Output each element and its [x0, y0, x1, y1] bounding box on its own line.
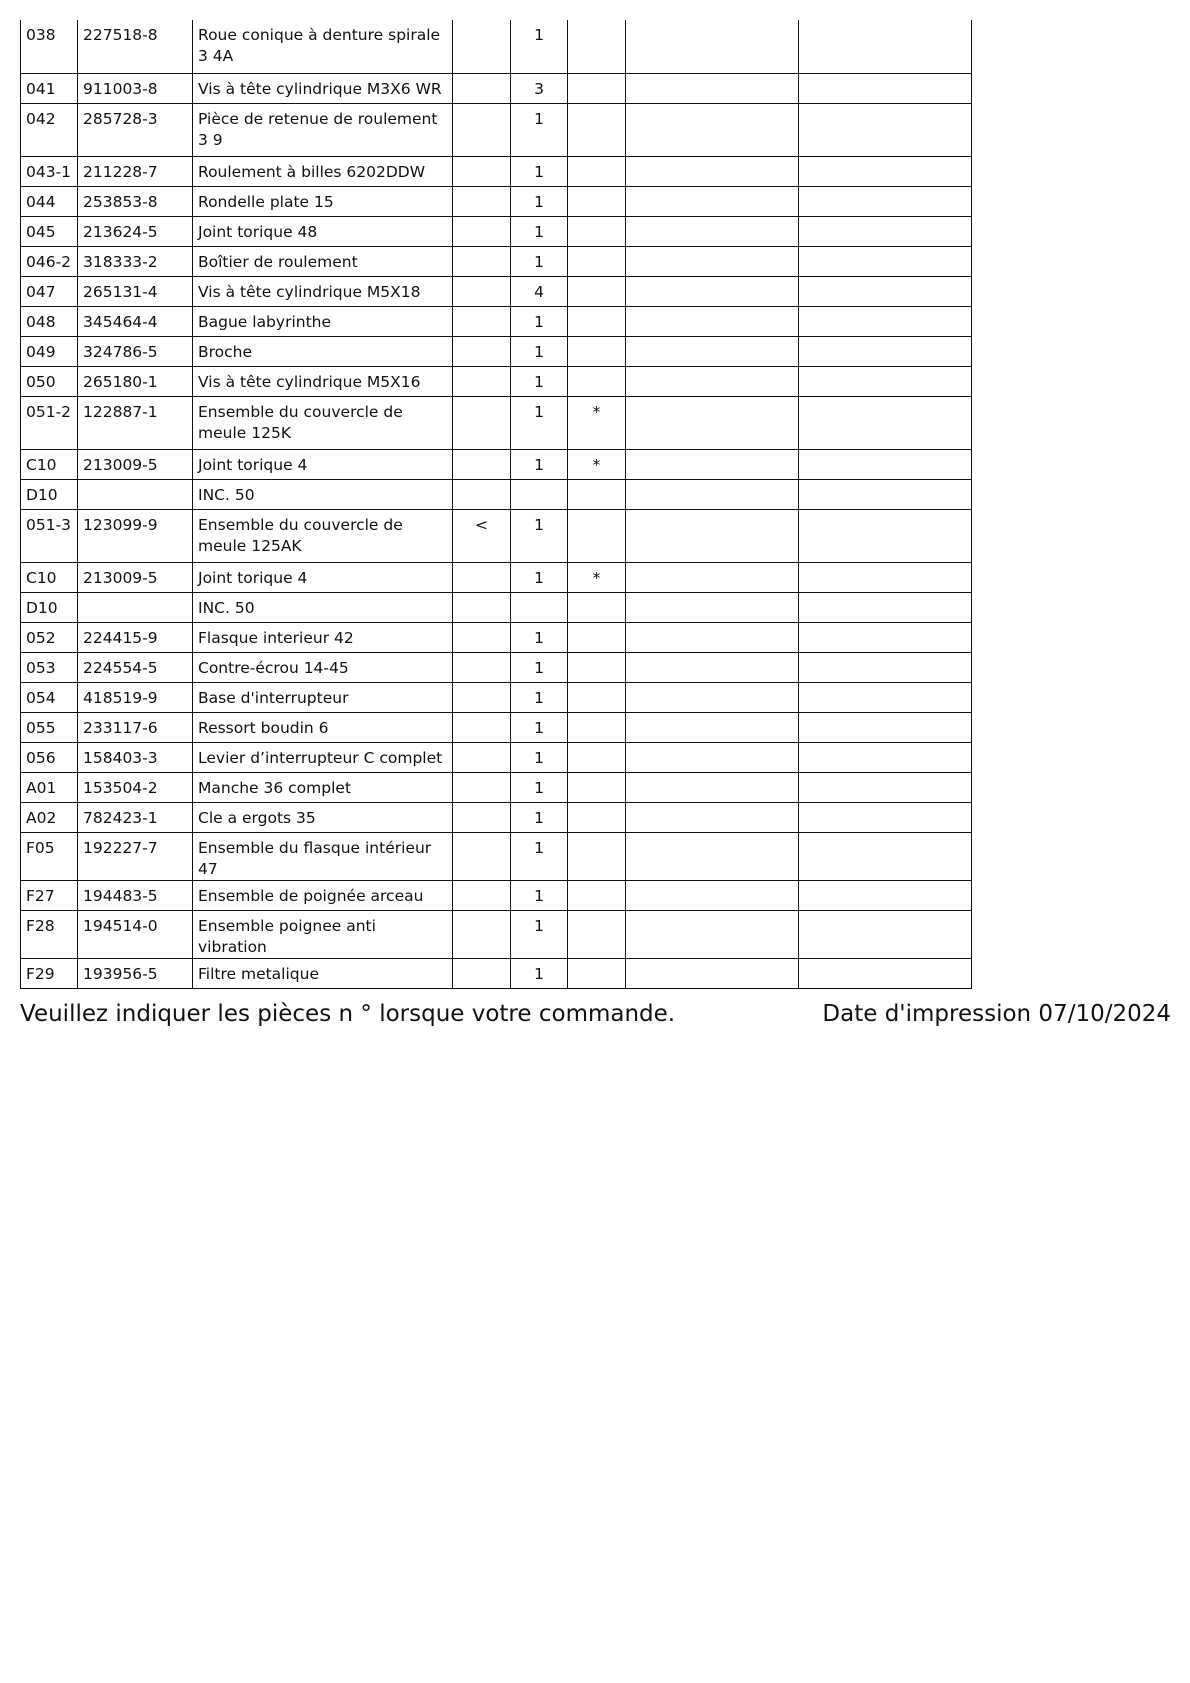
blank-cell-1 [626, 449, 799, 479]
table-row [21, 366, 972, 396]
part-ref-cell: D10 [21, 479, 78, 509]
part-ref-cell: C10 [21, 562, 78, 592]
part-mark-cell [568, 479, 626, 509]
part-name-cell: Roue conique à denture spirale 3 4A [193, 20, 453, 73]
blank-cell-2 [799, 910, 972, 958]
part-name-cell: INC. 50 [193, 479, 453, 509]
table-row [21, 336, 972, 366]
parts-table [20, 20, 972, 989]
part-number-cell: 213624-5 [78, 216, 193, 246]
blank-cell-2 [799, 712, 972, 742]
part-mark-cell: * [568, 449, 626, 479]
blank-cell-1 [626, 802, 799, 832]
part-name-cell: Broche [193, 336, 453, 366]
blank-cell-1 [626, 832, 799, 880]
part-ref-cell: 046-2 [21, 246, 78, 276]
blank-cell-1 [626, 562, 799, 592]
part-mark-cell [568, 802, 626, 832]
part-ref-cell: 054 [21, 682, 78, 712]
part-ref-cell: 052 [21, 622, 78, 652]
part-name-cell: Pièce de retenue de roulement 3 9 [193, 103, 453, 156]
part-name-cell: Ensemble du couvercle de meule 125AK [193, 509, 453, 562]
table-row [21, 652, 972, 682]
blank-cell-1 [626, 73, 799, 103]
part-number-cell: 265180-1 [78, 366, 193, 396]
blank-cell-1 [626, 682, 799, 712]
part-number-cell: 324786-5 [78, 336, 193, 366]
part-mark-cell [568, 682, 626, 712]
part-flag-cell [453, 306, 511, 336]
table-row [21, 246, 972, 276]
table-row [21, 880, 972, 910]
blank-cell-1 [626, 336, 799, 366]
blank-cell-1 [626, 880, 799, 910]
blank-cell-2 [799, 366, 972, 396]
part-qty-cell: 4 [511, 276, 568, 306]
part-number-cell: 224415-9 [78, 622, 193, 652]
part-mark-cell [568, 509, 626, 562]
part-qty-cell: 1 [511, 958, 568, 988]
part-mark-cell [568, 910, 626, 958]
table-row [21, 562, 972, 592]
table-row [21, 216, 972, 246]
part-flag-cell [453, 246, 511, 276]
part-number-cell: 418519-9 [78, 682, 193, 712]
table-row [21, 802, 972, 832]
part-number-cell [78, 479, 193, 509]
part-name-cell: Ressort boudin 6 [193, 712, 453, 742]
blank-cell-1 [626, 479, 799, 509]
blank-cell-1 [626, 509, 799, 562]
blank-cell-2 [799, 306, 972, 336]
part-mark-cell [568, 366, 626, 396]
part-qty-cell: 1 [511, 772, 568, 802]
blank-cell-2 [799, 336, 972, 366]
part-name-cell: Vis à tête cylindrique M3X6 WR [193, 73, 453, 103]
part-qty-cell: 1 [511, 156, 568, 186]
part-mark-cell [568, 880, 626, 910]
part-ref-cell: F29 [21, 958, 78, 988]
parts-table-body [21, 20, 972, 988]
part-qty-cell: 1 [511, 246, 568, 276]
blank-cell-2 [799, 509, 972, 562]
part-ref-cell: A01 [21, 772, 78, 802]
part-ref-cell: 056 [21, 742, 78, 772]
table-row [21, 592, 972, 622]
part-number-cell: 192227-7 [78, 832, 193, 880]
part-flag-cell [453, 73, 511, 103]
part-number-cell: 345464-4 [78, 306, 193, 336]
part-flag-cell [453, 186, 511, 216]
blank-cell-1 [626, 652, 799, 682]
part-number-cell: 227518-8 [78, 20, 193, 73]
table-row [21, 742, 972, 772]
table-row [21, 73, 972, 103]
part-mark-cell: * [568, 562, 626, 592]
part-qty-cell: 1 [511, 20, 568, 73]
part-ref-cell: 049 [21, 336, 78, 366]
part-qty-cell: 1 [511, 103, 568, 156]
blank-cell-2 [799, 103, 972, 156]
part-flag-cell [453, 396, 511, 449]
blank-cell-1 [626, 20, 799, 73]
blank-cell-2 [799, 652, 972, 682]
part-ref-cell: 043-1 [21, 156, 78, 186]
part-number-cell: 213009-5 [78, 449, 193, 479]
part-name-cell: Manche 36 complet [193, 772, 453, 802]
part-qty-cell: 1 [511, 742, 568, 772]
part-ref-cell: A02 [21, 802, 78, 832]
part-qty-cell: 1 [511, 396, 568, 449]
part-flag-cell [453, 712, 511, 742]
table-row [21, 20, 972, 73]
part-flag-cell [453, 910, 511, 958]
part-qty-cell: 1 [511, 562, 568, 592]
part-name-cell: Ensemble du couvercle de meule 125K [193, 396, 453, 449]
part-number-cell: 123099-9 [78, 509, 193, 562]
part-name-cell: Levier d’interrupteur C complet [193, 742, 453, 772]
part-name-cell: Flasque interieur 42 [193, 622, 453, 652]
part-mark-cell [568, 832, 626, 880]
part-qty-cell: 1 [511, 366, 568, 396]
blank-cell-1 [626, 958, 799, 988]
part-flag-cell [453, 216, 511, 246]
part-name-cell: Joint torique 48 [193, 216, 453, 246]
blank-cell-2 [799, 562, 972, 592]
part-flag-cell [453, 622, 511, 652]
part-number-cell: 193956-5 [78, 958, 193, 988]
blank-cell-2 [799, 20, 972, 73]
blank-cell-2 [799, 772, 972, 802]
table-row [21, 772, 972, 802]
part-flag-cell [453, 20, 511, 73]
part-mark-cell [568, 186, 626, 216]
blank-cell-2 [799, 958, 972, 988]
blank-cell-2 [799, 186, 972, 216]
table-row [21, 103, 972, 156]
blank-cell-2 [799, 216, 972, 246]
part-number-cell: 285728-3 [78, 103, 193, 156]
blank-cell-2 [799, 622, 972, 652]
part-flag-cell [453, 276, 511, 306]
blank-cell-2 [799, 276, 972, 306]
table-row [21, 479, 972, 509]
part-flag-cell [453, 103, 511, 156]
part-qty-cell: 3 [511, 73, 568, 103]
part-name-cell: Vis à tête cylindrique M5X16 [193, 366, 453, 396]
part-mark-cell [568, 712, 626, 742]
part-name-cell: Ensemble du flasque intérieur 47 [193, 832, 453, 880]
table-row [21, 306, 972, 336]
table-row [21, 712, 972, 742]
part-number-cell: 911003-8 [78, 73, 193, 103]
part-ref-cell: 051-2 [21, 396, 78, 449]
part-name-cell: Bague labyrinthe [193, 306, 453, 336]
part-number-cell [78, 592, 193, 622]
part-number-cell: 253853-8 [78, 186, 193, 216]
part-name-cell: Filtre metalique [193, 958, 453, 988]
part-mark-cell [568, 772, 626, 802]
part-name-cell: Cle a ergots 35 [193, 802, 453, 832]
part-number-cell: 224554-5 [78, 652, 193, 682]
part-flag-cell [453, 479, 511, 509]
order-instruction-note: Veuillez indiquer les pièces n ° lorsque votre commande. [20, 1001, 676, 1027]
part-flag-cell [453, 742, 511, 772]
part-number-cell: 158403-3 [78, 742, 193, 772]
part-flag-cell [453, 366, 511, 396]
blank-cell-1 [626, 622, 799, 652]
part-qty-cell: 1 [511, 910, 568, 958]
blank-cell-2 [799, 682, 972, 712]
part-mark-cell [568, 306, 626, 336]
part-number-cell: 194514-0 [78, 910, 193, 958]
part-qty-cell: 1 [511, 449, 568, 479]
blank-cell-1 [626, 592, 799, 622]
table-row [21, 622, 972, 652]
part-flag-cell [453, 772, 511, 802]
part-qty-cell [511, 479, 568, 509]
blank-cell-2 [799, 246, 972, 276]
part-ref-cell: 038 [21, 20, 78, 73]
part-number-cell: 318333-2 [78, 246, 193, 276]
blank-cell-1 [626, 772, 799, 802]
blank-cell-1 [626, 156, 799, 186]
table-row [21, 509, 972, 562]
part-name-cell: Rondelle plate 15 [193, 186, 453, 216]
part-number-cell: 122887-1 [78, 396, 193, 449]
part-mark-cell: * [568, 396, 626, 449]
blank-cell-1 [626, 742, 799, 772]
blank-cell-2 [799, 592, 972, 622]
part-qty-cell: 1 [511, 306, 568, 336]
part-name-cell: Ensemble poignee anti vibration [193, 910, 453, 958]
part-ref-cell: 053 [21, 652, 78, 682]
blank-cell-1 [626, 276, 799, 306]
part-qty-cell: 1 [511, 832, 568, 880]
part-ref-cell: 047 [21, 276, 78, 306]
part-flag-cell [453, 832, 511, 880]
part-mark-cell [568, 246, 626, 276]
part-flag-cell [453, 156, 511, 186]
part-ref-cell: 050 [21, 366, 78, 396]
part-ref-cell: D10 [21, 592, 78, 622]
part-number-cell: 194483-5 [78, 880, 193, 910]
part-number-cell: 782423-1 [78, 802, 193, 832]
table-row [21, 449, 972, 479]
part-mark-cell [568, 216, 626, 246]
part-qty-cell: 1 [511, 186, 568, 216]
table-row [21, 682, 972, 712]
part-qty-cell: 1 [511, 682, 568, 712]
part-ref-cell: F05 [21, 832, 78, 880]
blank-cell-2 [799, 880, 972, 910]
part-qty-cell: 1 [511, 712, 568, 742]
part-ref-cell: C10 [21, 449, 78, 479]
part-number-cell: 265131-4 [78, 276, 193, 306]
blank-cell-2 [799, 479, 972, 509]
blank-cell-2 [799, 73, 972, 103]
part-qty-cell: 1 [511, 622, 568, 652]
part-number-cell: 233117-6 [78, 712, 193, 742]
part-ref-cell: 044 [21, 186, 78, 216]
part-number-cell: 153504-2 [78, 772, 193, 802]
table-row [21, 910, 972, 958]
part-qty-cell [511, 592, 568, 622]
part-mark-cell [568, 958, 626, 988]
part-ref-cell: 055 [21, 712, 78, 742]
part-mark-cell [568, 73, 626, 103]
part-qty-cell: 1 [511, 336, 568, 366]
blank-cell-2 [799, 742, 972, 772]
blank-cell-2 [799, 802, 972, 832]
part-flag-cell [453, 682, 511, 712]
part-mark-cell [568, 622, 626, 652]
blank-cell-2 [799, 449, 972, 479]
part-flag-cell [453, 802, 511, 832]
part-mark-cell [568, 103, 626, 156]
part-flag-cell [453, 449, 511, 479]
part-qty-cell: 1 [511, 509, 568, 562]
part-qty-cell: 1 [511, 652, 568, 682]
blank-cell-2 [799, 832, 972, 880]
part-number-cell: 213009-5 [78, 562, 193, 592]
blank-cell-2 [799, 156, 972, 186]
blank-cell-1 [626, 216, 799, 246]
table-row [21, 396, 972, 449]
part-flag-cell: < [453, 509, 511, 562]
part-name-cell: Joint torique 4 [193, 449, 453, 479]
part-name-cell: Joint torique 4 [193, 562, 453, 592]
part-flag-cell [453, 652, 511, 682]
blank-cell-1 [626, 306, 799, 336]
blank-cell-1 [626, 246, 799, 276]
part-name-cell: Base d'interrupteur [193, 682, 453, 712]
part-mark-cell [568, 276, 626, 306]
part-flag-cell [453, 562, 511, 592]
blank-cell-1 [626, 366, 799, 396]
part-qty-cell: 1 [511, 216, 568, 246]
table-row [21, 186, 972, 216]
table-row [21, 832, 972, 880]
part-name-cell: Roulement à billes 6202DDW [193, 156, 453, 186]
part-qty-cell: 1 [511, 802, 568, 832]
part-name-cell: INC. 50 [193, 592, 453, 622]
part-flag-cell [453, 958, 511, 988]
blank-cell-1 [626, 103, 799, 156]
blank-cell-1 [626, 910, 799, 958]
part-flag-cell [453, 336, 511, 366]
table-row [21, 276, 972, 306]
part-ref-cell: 045 [21, 216, 78, 246]
part-ref-cell: 041 [21, 73, 78, 103]
print-date: Date d'impression 07/10/2024 [822, 1001, 1171, 1027]
part-flag-cell [453, 880, 511, 910]
part-ref-cell: 051-3 [21, 509, 78, 562]
part-name-cell: Boîtier de roulement [193, 246, 453, 276]
part-mark-cell [568, 336, 626, 366]
part-mark-cell [568, 592, 626, 622]
blank-cell-2 [799, 396, 972, 449]
table-row [21, 156, 972, 186]
part-ref-cell: 048 [21, 306, 78, 336]
part-ref-cell: 042 [21, 103, 78, 156]
blank-cell-1 [626, 396, 799, 449]
blank-cell-1 [626, 712, 799, 742]
part-ref-cell: F28 [21, 910, 78, 958]
part-flag-cell [453, 592, 511, 622]
part-mark-cell [568, 20, 626, 73]
part-name-cell: Vis à tête cylindrique M5X18 [193, 276, 453, 306]
part-name-cell: Ensemble de poignée arceau [193, 880, 453, 910]
part-ref-cell: F27 [21, 880, 78, 910]
part-mark-cell [568, 156, 626, 186]
part-mark-cell [568, 742, 626, 772]
part-name-cell: Contre-écrou 14-45 [193, 652, 453, 682]
part-mark-cell [568, 652, 626, 682]
part-qty-cell: 1 [511, 880, 568, 910]
table-row [21, 958, 972, 988]
part-number-cell: 211228-7 [78, 156, 193, 186]
blank-cell-1 [626, 186, 799, 216]
